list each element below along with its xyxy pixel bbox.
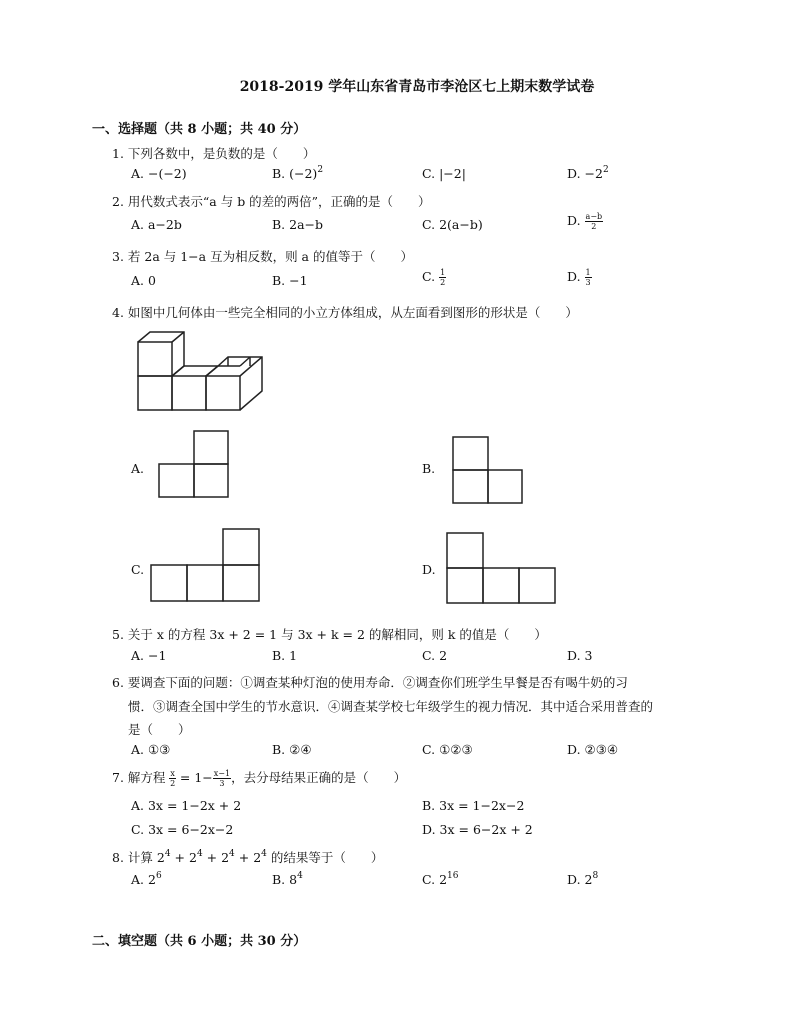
q8-option-c: C. $2^{16}$ [422,871,459,887]
question-3-stem: 3. 若 2a 与 1−a 互为相反数，则 a 的值等于（ ） [112,249,413,264]
q6-option-c: C. ①②③ [422,742,473,757]
q2-option-b: B. 2a−b [272,217,324,232]
section-heading-fill-blank: 二、填空题（共 6 小题；共 30 分） [92,934,307,949]
q1-option-c: C. |−2| [422,166,466,181]
question-6-stem-line-2: 惯．③调查全国中学生的节水意识．④调查某学校七年级学生的视力情况．其中适合采用普查的 [128,699,654,714]
q5-option-a: A. −1 [131,648,167,663]
question-7-stem: 7. 解方程 $\frac{x}{2}$ = 1− $\frac{x-1}{3}$ ，去分母结果正确的是（ ） [112,769,407,788]
fraction: $\frac{1}{2}$ [440,268,446,287]
q4-option-b-figure [452,436,524,506]
section-heading-choice: 一、选择题（共 8 小题；共 40 分） [92,122,307,137]
q3-option-b: B. −1 [272,273,308,288]
q4-option-c-figure [150,528,262,604]
q5-option-c: C. 2 [422,648,448,663]
question-6-stem-line-1: 6. 要调查下面的问题：①调查某种灯泡的使用寿命．②调查你们班学生早餐是否有喝牛奶的习 [112,675,628,690]
fraction: $\frac{a-b}{2}$ [585,212,603,231]
q8-option-b: B. $8^4$ [272,871,303,887]
page-title: 2018-2019 学年山东省青岛市李沧区七上期末数学试卷 [239,79,595,95]
q7-option-c: C. 3x = 6−2x−2 [131,822,234,837]
q6-option-d: D. ②③④ [567,742,619,757]
q1-option-d: D. $-2^2$ [567,165,609,181]
q2-option-c: C. 2(a−b) [422,217,483,232]
question-5-stem: 5. 关于 x 的方程 3x + 2 = 1 与 3x + k = 2 的解相同，则 k 的值是（ ） [112,627,547,642]
q5-option-b: B. 1 [272,648,298,663]
q1-option-b: B. $(-2)^2$ [272,165,324,181]
q6-option-b: B. ②④ [272,742,312,757]
q8-option-d: D. $2^8$ [567,871,599,887]
q6-option-a: A. ①③ [131,742,171,757]
q7-option-a: A. 3x = 1−2x + 2 [131,798,242,813]
q4-option-a: A. [131,461,145,476]
question-1-stem: 1. 下列各数中，是负数的是（ ） [112,146,316,161]
q1-option-a: A. −(−2) [131,166,187,181]
question-4-stem: 4. 如图中几何体由一些完全相同的小立方体组成，从左面看到图形的形状是（ ） [112,305,578,320]
q4-option-a-figure [158,430,230,500]
q4-option-d: D. [422,562,436,577]
question-6-stem-line-3: 是（ ） [128,722,191,737]
q4-option-b: B. [422,461,436,476]
cube-solid-figure [130,328,280,418]
q2-option-d: D. $\frac{a-b}{2}$ [567,212,603,231]
q4-option-d-figure [446,532,558,606]
q2-option-a: A. a−2b [131,217,182,232]
q3-option-c: C. $\frac{1}{2}$ [422,268,446,287]
q8-option-a: A. $2^6$ [131,871,162,887]
q7-option-b: B. 3x = 1−2x−2 [422,798,525,813]
question-8-stem: 8. 计算 $2^4 + 2^4 + 2^4 + 2^4$ 的结果等于（ ） [112,849,384,865]
q7-option-d: D. 3x = 6−2x + 2 [422,822,533,837]
q3-option-a: A. 0 [131,273,156,288]
q3-option-d: D. $\frac{1}{3}$ [567,268,591,287]
fraction: $\frac{x-1}{3}$ [213,769,231,788]
fraction: $\frac{x}{2}$ [170,769,176,788]
fraction: $\frac{1}{3}$ [585,268,591,287]
q5-option-d: D. 3 [567,648,593,663]
question-2-stem: 2. 用代数式表示“a 与 b 的差的两倍”，正确的是（ ） [112,194,431,209]
q4-option-c: C. [131,562,145,577]
